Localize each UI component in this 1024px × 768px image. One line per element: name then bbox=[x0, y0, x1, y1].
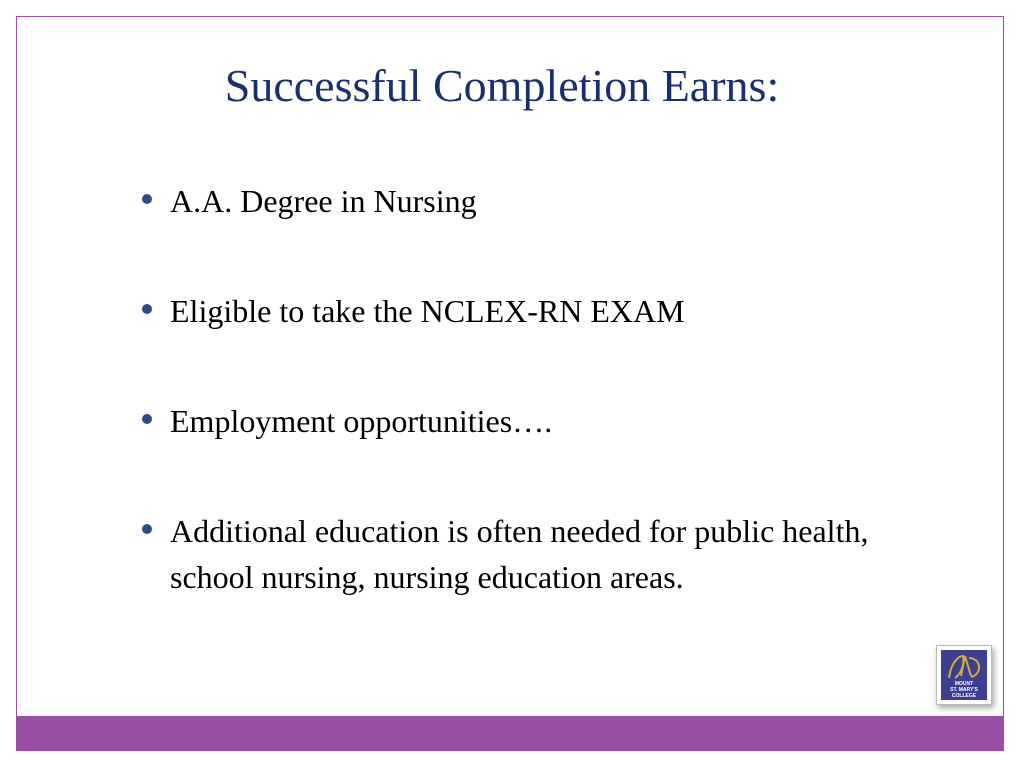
college-seal-icon bbox=[941, 650, 987, 700]
bullet-item bbox=[140, 178, 870, 224]
bullet-text: Employment opportunities…. bbox=[170, 403, 553, 439]
footer-bar bbox=[16, 716, 1004, 750]
logo-line-2: ST. MARY'S bbox=[950, 687, 978, 693]
bullet-text: A.A. Degree in Nursing bbox=[170, 183, 477, 219]
college-seal-graphic bbox=[941, 650, 987, 700]
logo-line-3: COLLEGE bbox=[951, 693, 977, 699]
bullet-text: Additional education is often needed for public health, school nursing, nursing education areas. bbox=[170, 513, 869, 595]
bullet-dot-icon bbox=[142, 304, 152, 314]
bullet-list bbox=[140, 178, 870, 600]
logo-line-1: MOUNT bbox=[954, 681, 974, 687]
bullet-dot-icon bbox=[142, 414, 152, 424]
bullet-text: Eligible to take the NCLEX-RN EXAM bbox=[170, 293, 685, 329]
bullet-dot-icon bbox=[142, 194, 152, 204]
slide-title: Successful Completion Earns: bbox=[224, 60, 780, 111]
bullet-dot-icon bbox=[142, 524, 152, 534]
bullet-item bbox=[140, 288, 870, 334]
bullet-item bbox=[140, 398, 870, 444]
bullet-item bbox=[140, 508, 870, 600]
college-logo bbox=[936, 645, 992, 705]
